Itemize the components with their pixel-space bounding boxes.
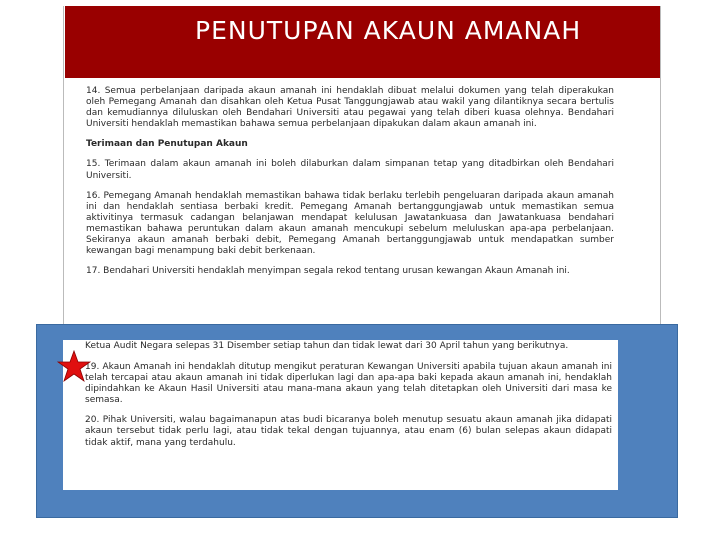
slide-border-right	[660, 6, 661, 326]
slide-border-left	[63, 6, 64, 326]
paragraph-14: 14. Semua perbelanjaan daripada akaun amanah ini hendaklah dibuat melalui dokumen yang telah diperakukan oleh Pemegang Amanah dan disahkan oleh Ketua Pusat Tanggungjawab atau wakil yang dilantiknya secara bertulis dan kemudiannya diluluskan oleh Bendahari Universiti atau pegawai yang telah diberi kuasa olehnya. Bendahari Universiti hendaklah memastikan bahawa semua perbelanjaan dipakukan dalam akaun amanah ini.	[86, 86, 614, 130]
paragraph-20: 20. Pihak Universiti, walau bagaimanapun atas budi bicaranya boleh menutup sesuatu akaun amanah jika didapati akaun tersebut tidak perlu lagi, atau tidak tekal dengan tujuannya, atau enam (6) bulan selepas akaun didapati tidak aktif, mana yang terdahulu.	[85, 415, 612, 448]
paragraph-15: 15. Terimaan dalam akaun amanah ini boleh dilaburkan dalam simpanan tetap yang ditadbirkan oleh Bendahari Universiti.	[86, 159, 614, 181]
paragraph-19: 19. Akaun Amanah ini hendaklah ditutup mengikut peraturan Kewangan Universiti apabila tujuan akaun amanah ini telah tercapai atau akaun amanah ini tidak diperlukan lagi dan apa-apa baki kepada akaun amanah ini, hendaklah dipindahkan ke Akaun Hasil Universiti atau mana-mana akaun yang telah ditetapkan oleh Universiti dari masa ke semasa.	[85, 362, 612, 406]
red-star-icon	[57, 350, 91, 384]
slide-title: PENUTUPAN AKAUN AMANAH	[195, 16, 582, 45]
title-bar	[65, 6, 660, 78]
paragraph-16: 16. Pemegang Amanah hendaklah memastikan bahawa tidak berlaku terlebih pengeluaran daripada akaun amanah ini dan hendaklah sentiasa berbaki kredit. Pemegang Amanah bertanggungjawab untuk memastikan semua aktivitinya termasuk cadangan belanjawan mendapat kelulusan Jawatankuasa dan Jawatankuasa bendahari memastikan bahawa peruntukan dalam akaun amanah mencukupi sebelum meluluskan apa-apa perbelanjaan. Sekiranya akaun amanah berbaki debit, Pemegang Amanah bertanggungjawab untuk mendapatkan sumber kewangan bagi menampung baki debit berkenaan.	[86, 190, 614, 257]
document-excerpt-bottom	[63, 340, 618, 490]
partial-line: Ketua Audit Negara selepas 31 Disember setiap tahun dan tidak lewat dari 30 April tahun yang berikutnya.	[85, 341, 569, 351]
paragraph-17: 17. Bendahari Universiti hendaklah menyimpan segala rekod tentang urusan kewangan Akaun Amanah ini.	[86, 266, 570, 277]
document-excerpt-top	[86, 86, 614, 286]
section-heading: Terimaan dan Penutupan Akaun	[86, 139, 248, 150]
